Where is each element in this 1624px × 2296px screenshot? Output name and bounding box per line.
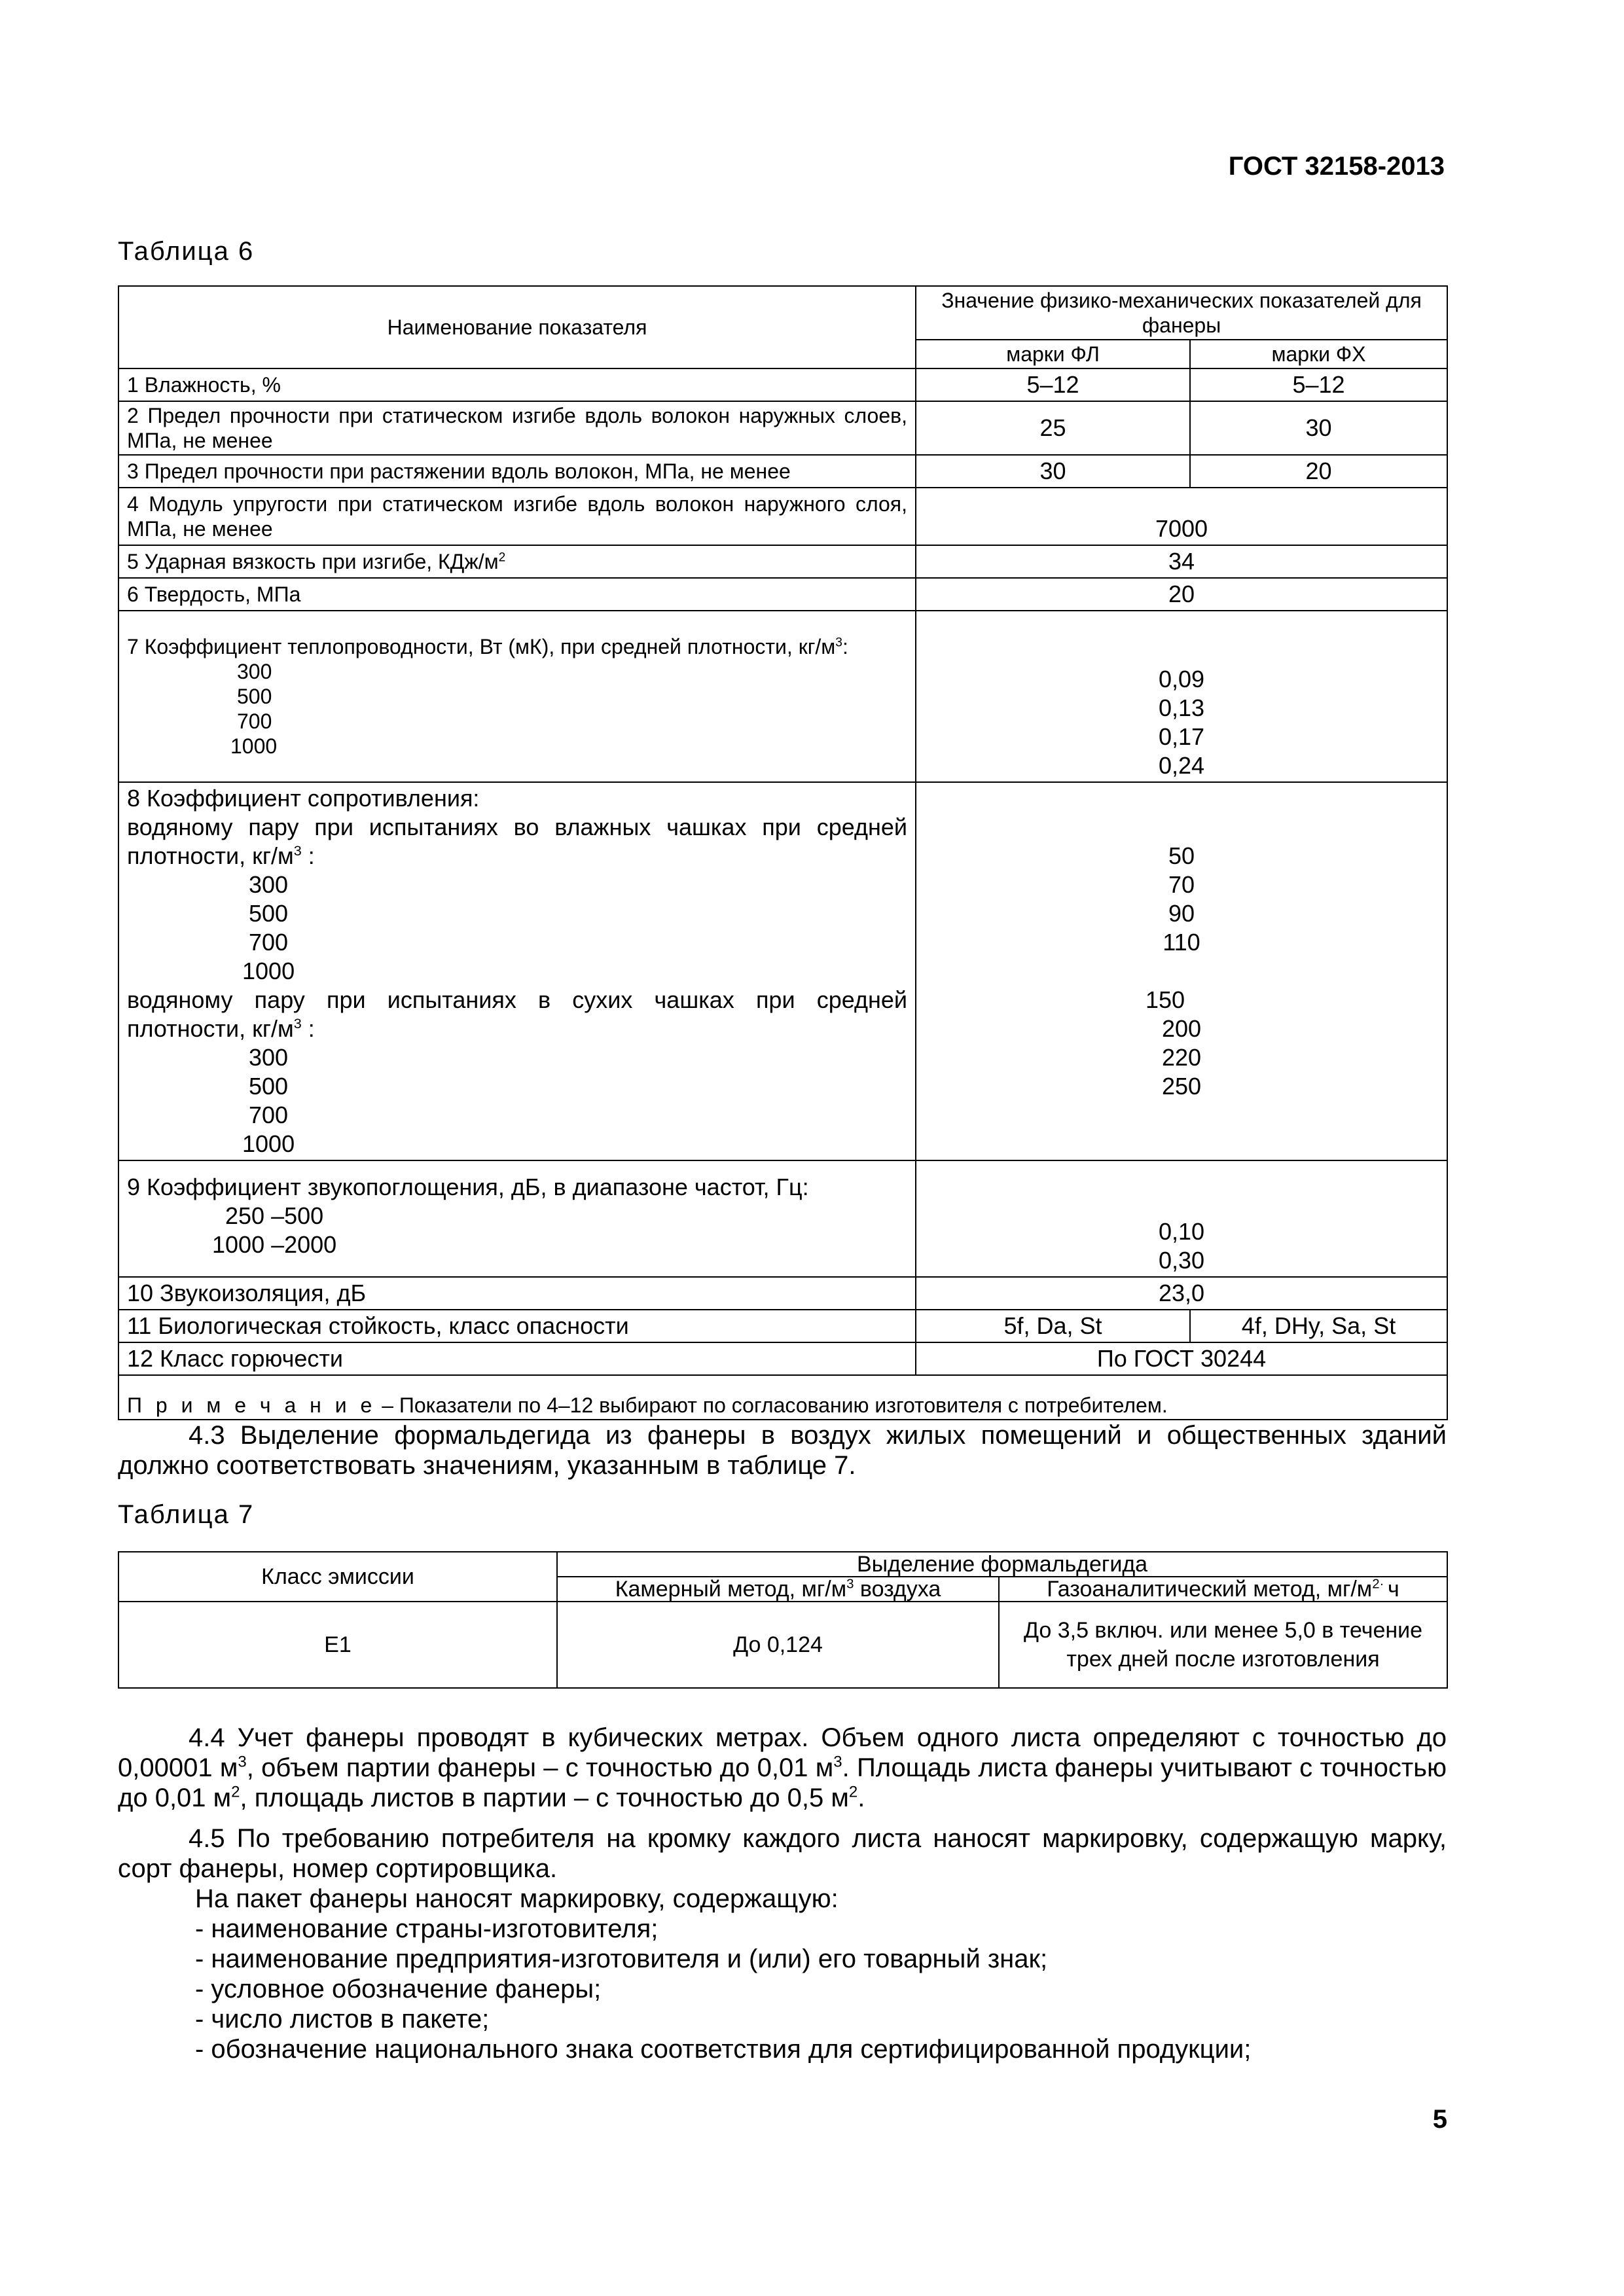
table6-r1-fl: 5–12: [916, 368, 1190, 401]
table6-r3-fh: 20: [1190, 455, 1447, 488]
table6-r7-values: 0,09 0,13 0,17 0,24: [916, 611, 1447, 782]
table6: [118, 285, 1448, 1420]
table6-header-name: Наименование показателя: [118, 286, 916, 368]
table-row: [118, 488, 1447, 545]
table6-header-fl: марки ФЛ: [916, 340, 1190, 368]
table7-caption: Таблица 7: [118, 1500, 255, 1529]
table6-r11-fh: 4f, DHy, Sa, St: [1190, 1310, 1447, 1342]
list-item: - наименование предприятия-изготовителя и (или) его товарный знак;: [195, 1945, 1048, 1973]
table-row: [118, 1310, 1447, 1342]
paragraph-4-5: 4.5 По требованию потребителя на кромку каждого листа наносят маркировку, содержащую марку, сорт фанеры, номер сортировщика.: [118, 1824, 1447, 1883]
list-item: - условное обозначение фанеры;: [195, 1975, 602, 2003]
table6-r6-value: 20: [916, 578, 1447, 611]
table6-r12-name: 12 Класс горючести: [118, 1342, 916, 1375]
table6-r2-name: 2 Предел прочности при статическом изгибе вдоль волокон наружных слоев, МПа, не менее: [118, 401, 916, 455]
table6-header-fh: марки ФХ: [1190, 340, 1447, 368]
table6-header-values: Значение физико-механических показателей для фанеры: [916, 286, 1447, 340]
paragraph-4-3: 4.3 Выделение формальдегида из фанеры в воздух жилых помещений и общественных зданий должно соответствовать значениям, указанным в таблице 7.: [118, 1421, 1447, 1480]
table6-r9-values: 0,10 0,30: [916, 1160, 1447, 1277]
table6-r10-value: 23,0: [916, 1277, 1447, 1310]
table6-r2-fl: 25: [916, 401, 1190, 455]
table6-r10-name: 10 Звукоизоляция, дБ: [118, 1277, 916, 1310]
table6-r3-name: 3 Предел прочности при растяжении вдоль волокон, МПа, не менее: [118, 455, 916, 488]
marking-intro: На пакет фанеры наносят маркировку, содержащую:: [195, 1884, 839, 1913]
table-row: [118, 782, 1447, 1160]
page-number: 5: [1432, 2105, 1447, 2134]
document-code: ГОСТ 32158-2013: [1228, 152, 1445, 181]
table6-r5-name: 5 Ударная вязкость при изгибе, КДж/$м^2$: [118, 545, 916, 578]
table-row: [118, 1602, 1447, 1688]
table6-r3-fl: 30: [916, 455, 1190, 488]
table6-r1-name: 1 Влажность, %: [118, 368, 916, 401]
table6-r8-name: 8 Коэффициент сопротивления: водяному пару при испытаниях во влажных чашках при средней плотности, $кг/м^3$ : 300 500 700 1000 водяному пару при испытаниях в сухих чашках при средней плотности, $кг/м^3$ : 300 500 700 1000: [118, 782, 916, 1160]
table-row: [118, 1277, 1447, 1310]
table6-r4-value: 7000: [916, 488, 1447, 545]
table6-r5-value: 34: [916, 545, 1447, 578]
table6-r9-name: 9 Коэффициент звукопоглощения, дБ, в диапазоне частот, Гц: 250 –500 1000 –2000: [118, 1160, 916, 1277]
table6-r12-value: По ГОСТ 30244: [916, 1342, 1447, 1375]
table7-row-class: Е1: [118, 1602, 557, 1688]
list-item: - обозначение национального знака соответствия для сертифицированной продукции;: [195, 2035, 1252, 2064]
table-row: [118, 611, 1447, 782]
table6-r4-name: 4 Модуль упругости при статическом изгибе вдоль волокон наружного слоя, МПа, не менее: [118, 488, 916, 545]
table6-r11-name: 11 Биологическая стойкость, класс опасности: [118, 1310, 916, 1342]
table7-header-gas: Газоаналитический метод, $мг/м^{2\cdot}$ ч: [999, 1577, 1447, 1602]
table6-r6-name: 6 Твердость, МПа: [118, 578, 916, 611]
table-row: [118, 455, 1447, 488]
table7-header-class: Класс эмиссии: [118, 1552, 557, 1602]
table7-row-chamber: До 0,124: [557, 1602, 999, 1688]
table6-r7-name: 7 Коэффициент теплопроводности, Вт (мК), при средней плотности, $кг/м^3$: 300 500 700 1000: [118, 611, 916, 782]
list-item: - число листов в пакете;: [195, 2005, 490, 2034]
table-row: [118, 401, 1447, 455]
table6-note: П р и м е ч а н и е – Показатели по 4–12 выбирают по согласованию изготовителя с потребителем.: [118, 1375, 1447, 1420]
table6-r2-fh: 30: [1190, 401, 1447, 455]
table6-r1-fh: 5–12: [1190, 368, 1447, 401]
table-row: [118, 1160, 1447, 1277]
list-item: - наименование страны-изготовителя;: [195, 1914, 659, 1943]
table7: [118, 1551, 1448, 1689]
table6-r11-fl: 5f, Da, St: [916, 1310, 1190, 1342]
table6-r8-values: 50 70 90 110 150 200 220 250: [916, 782, 1447, 1160]
table7-header-chamber: Камерный метод, $мг/м^3$ воздуха: [557, 1577, 999, 1602]
table-row: [118, 368, 1447, 401]
table-row: [118, 578, 1447, 611]
table-row: [118, 1342, 1447, 1375]
table6-caption: Таблица 6: [118, 237, 255, 266]
paragraph-4-4: 4.4 Учет фанеры проводят в кубических метрах. Объем одного листа определяют с точностью до 0,00001 $м^3$, объем партии фанеры – с точностью до 0,01 $м^3$. Площадь листа фанеры учитывают с точностью до 0,01 $м^2$, площадь листов в партии – с точностью до 0,5 $м^2$.: [118, 1723, 1447, 1812]
table7-row-gas: До 3,5 включ. или менее 5,0 в течение трех дней после изготовления: [999, 1602, 1447, 1688]
table-row: [118, 545, 1447, 578]
table-row: [118, 1375, 1447, 1420]
table7-header-release: Выделение формальдегида: [557, 1552, 1447, 1577]
